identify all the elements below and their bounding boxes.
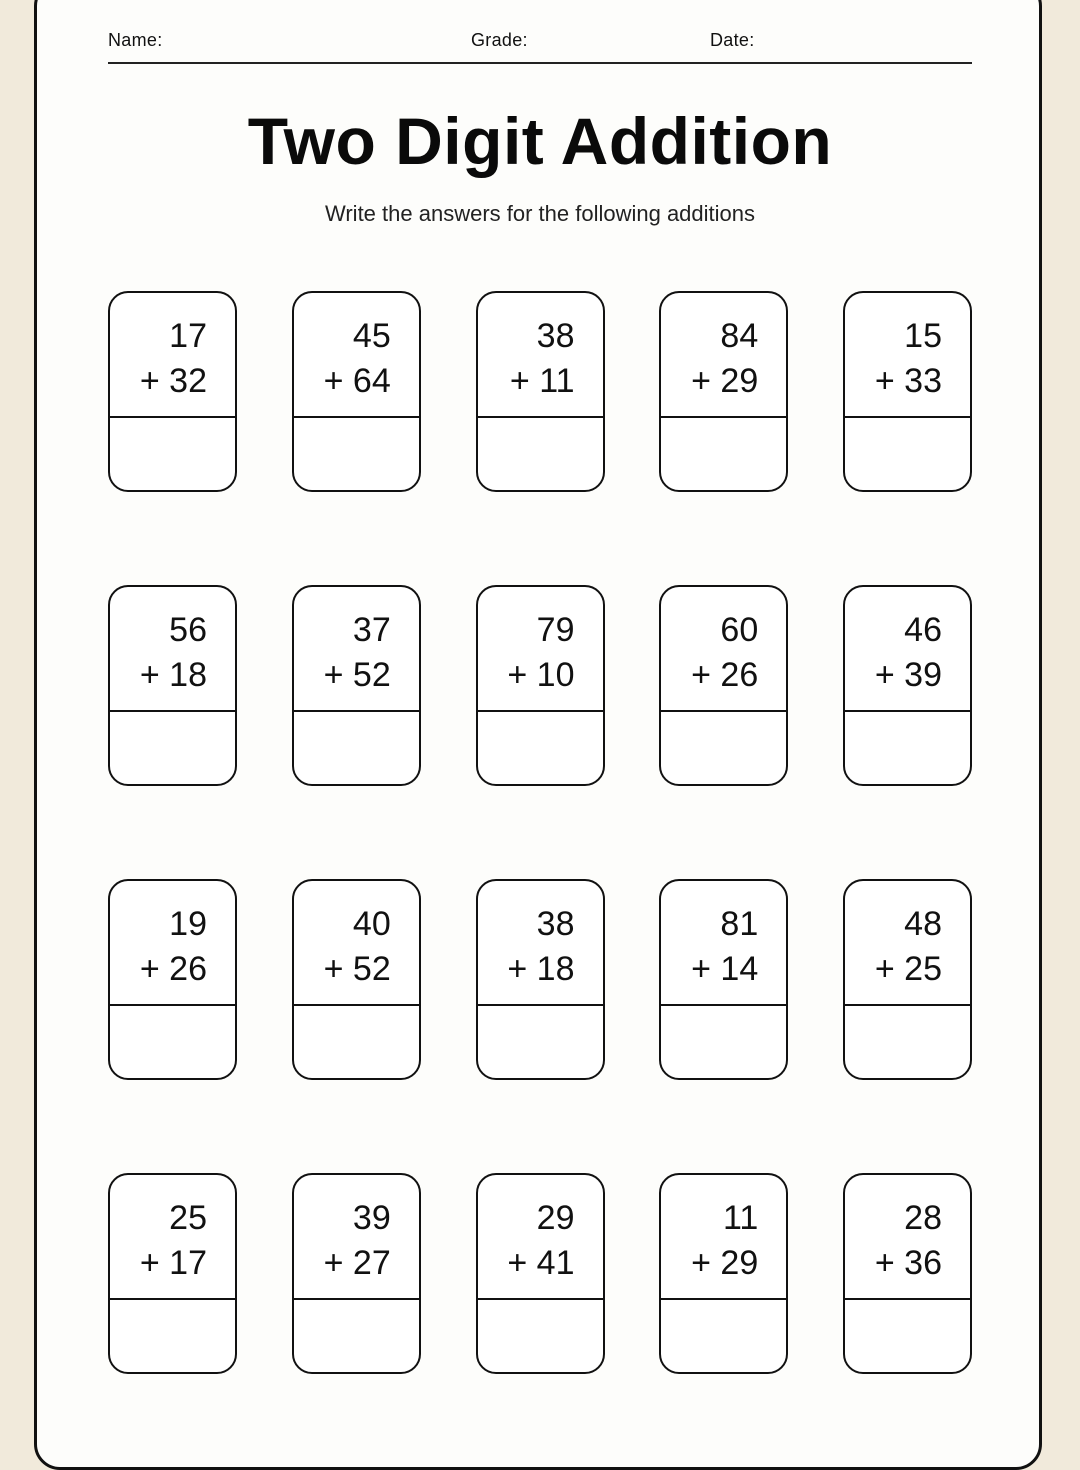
second-addend: + 11 (509, 362, 575, 400)
problem-addends (845, 881, 970, 1006)
problem-card (108, 585, 237, 786)
problem-card (843, 1173, 972, 1374)
answer-box[interactable] (478, 1300, 603, 1373)
problem-card (108, 1173, 237, 1374)
grade-label: Grade: (471, 30, 528, 50)
first-addend: 39 (352, 1199, 391, 1237)
answer-box[interactable] (478, 712, 603, 785)
problem-card (292, 1173, 421, 1374)
first-addend: 11 (722, 1199, 759, 1237)
name-label: Name: (108, 30, 163, 50)
first-addend: 38 (536, 905, 575, 943)
problem-card (108, 291, 237, 492)
second-addend: + 27 (323, 1244, 391, 1282)
problem-card (292, 879, 421, 1080)
problem-addends (110, 881, 235, 1006)
problem-card (659, 1173, 788, 1374)
date-label: Date: (710, 30, 755, 50)
problem-addends (661, 1175, 786, 1300)
problem-card (476, 585, 605, 786)
problem-card (659, 585, 788, 786)
second-addend: + 10 (507, 656, 575, 694)
answer-box[interactable] (845, 712, 970, 785)
second-addend: + 29 (691, 1244, 759, 1282)
answer-box[interactable] (110, 418, 235, 491)
first-addend: 19 (169, 905, 207, 943)
first-addend: 45 (352, 317, 391, 355)
second-addend: + 26 (139, 950, 207, 988)
problem-addends (661, 587, 786, 712)
answer-box[interactable] (294, 418, 419, 491)
answer-box[interactable] (661, 712, 786, 785)
second-addend: + 32 (139, 362, 207, 400)
problem-card (476, 1173, 605, 1374)
second-addend: + 25 (874, 950, 942, 988)
second-addend: + 64 (323, 362, 391, 400)
second-addend: + 17 (139, 1244, 207, 1282)
second-addend: + 29 (691, 362, 759, 400)
problem-addends (110, 293, 235, 418)
answer-box[interactable] (110, 1300, 235, 1373)
answer-box[interactable] (294, 1006, 419, 1079)
first-addend: 37 (352, 611, 391, 649)
first-addend: 84 (720, 317, 759, 355)
first-addend: 25 (169, 1199, 207, 1237)
problem-card (843, 879, 972, 1080)
problem-addends (110, 587, 235, 712)
problem-addends (845, 293, 970, 418)
problem-addends (478, 587, 603, 712)
second-addend: + 18 (139, 656, 207, 694)
problem-card (843, 585, 972, 786)
first-addend: 29 (536, 1199, 575, 1237)
answer-box[interactable] (845, 418, 970, 491)
first-addend: 40 (352, 905, 391, 943)
second-addend: + 52 (323, 656, 391, 694)
answer-box[interactable] (110, 712, 235, 785)
answer-box[interactable] (845, 1006, 970, 1079)
problem-card (843, 291, 972, 492)
answer-box[interactable] (294, 712, 419, 785)
student-info-line (108, 30, 972, 64)
second-addend: + 39 (874, 656, 942, 694)
problem-addends (294, 587, 419, 712)
problem-card (292, 291, 421, 492)
worksheet-instructions: Write the answers for the following additions (324, 201, 756, 226)
first-addend: 60 (720, 611, 759, 649)
first-addend: 79 (536, 611, 575, 649)
problem-addends (294, 1175, 419, 1300)
second-addend: + 36 (874, 1244, 942, 1282)
answer-box[interactable] (294, 1300, 419, 1373)
first-addend: 28 (904, 1199, 942, 1237)
first-addend: 46 (904, 611, 942, 649)
problem-card (108, 879, 237, 1080)
answer-box[interactable] (661, 1300, 786, 1373)
answer-box[interactable] (845, 1300, 970, 1373)
second-addend: + 18 (507, 950, 575, 988)
problem-addends (110, 1175, 235, 1300)
second-addend: + 26 (691, 656, 759, 694)
problem-card (659, 291, 788, 492)
answer-box[interactable] (110, 1006, 235, 1079)
answer-box[interactable] (661, 1006, 786, 1079)
first-addend: 17 (169, 317, 207, 355)
problem-addends (294, 881, 419, 1006)
first-addend: 81 (720, 905, 759, 943)
answer-box[interactable] (661, 418, 786, 491)
problem-card (659, 879, 788, 1080)
second-addend: + 41 (507, 1244, 575, 1282)
first-addend: 15 (904, 317, 942, 355)
worksheet-title: Two Digit Addition (247, 104, 833, 178)
problem-card (292, 585, 421, 786)
problem-addends (478, 293, 603, 418)
first-addend: 56 (169, 611, 207, 649)
second-addend: + 52 (323, 950, 391, 988)
first-addend: 48 (904, 905, 942, 943)
problem-card (476, 291, 605, 492)
second-addend: + 14 (691, 950, 759, 988)
problem-addends (294, 293, 419, 418)
second-addend: + 33 (874, 362, 942, 400)
problem-addends (845, 587, 970, 712)
problem-card (476, 879, 605, 1080)
answer-box[interactable] (478, 1006, 603, 1079)
problem-addends (661, 881, 786, 1006)
problem-addends (845, 1175, 970, 1300)
first-addend: 38 (536, 317, 575, 355)
problem-addends (478, 881, 603, 1006)
problem-addends (478, 1175, 603, 1300)
answer-box[interactable] (478, 418, 603, 491)
problem-addends (661, 293, 786, 418)
